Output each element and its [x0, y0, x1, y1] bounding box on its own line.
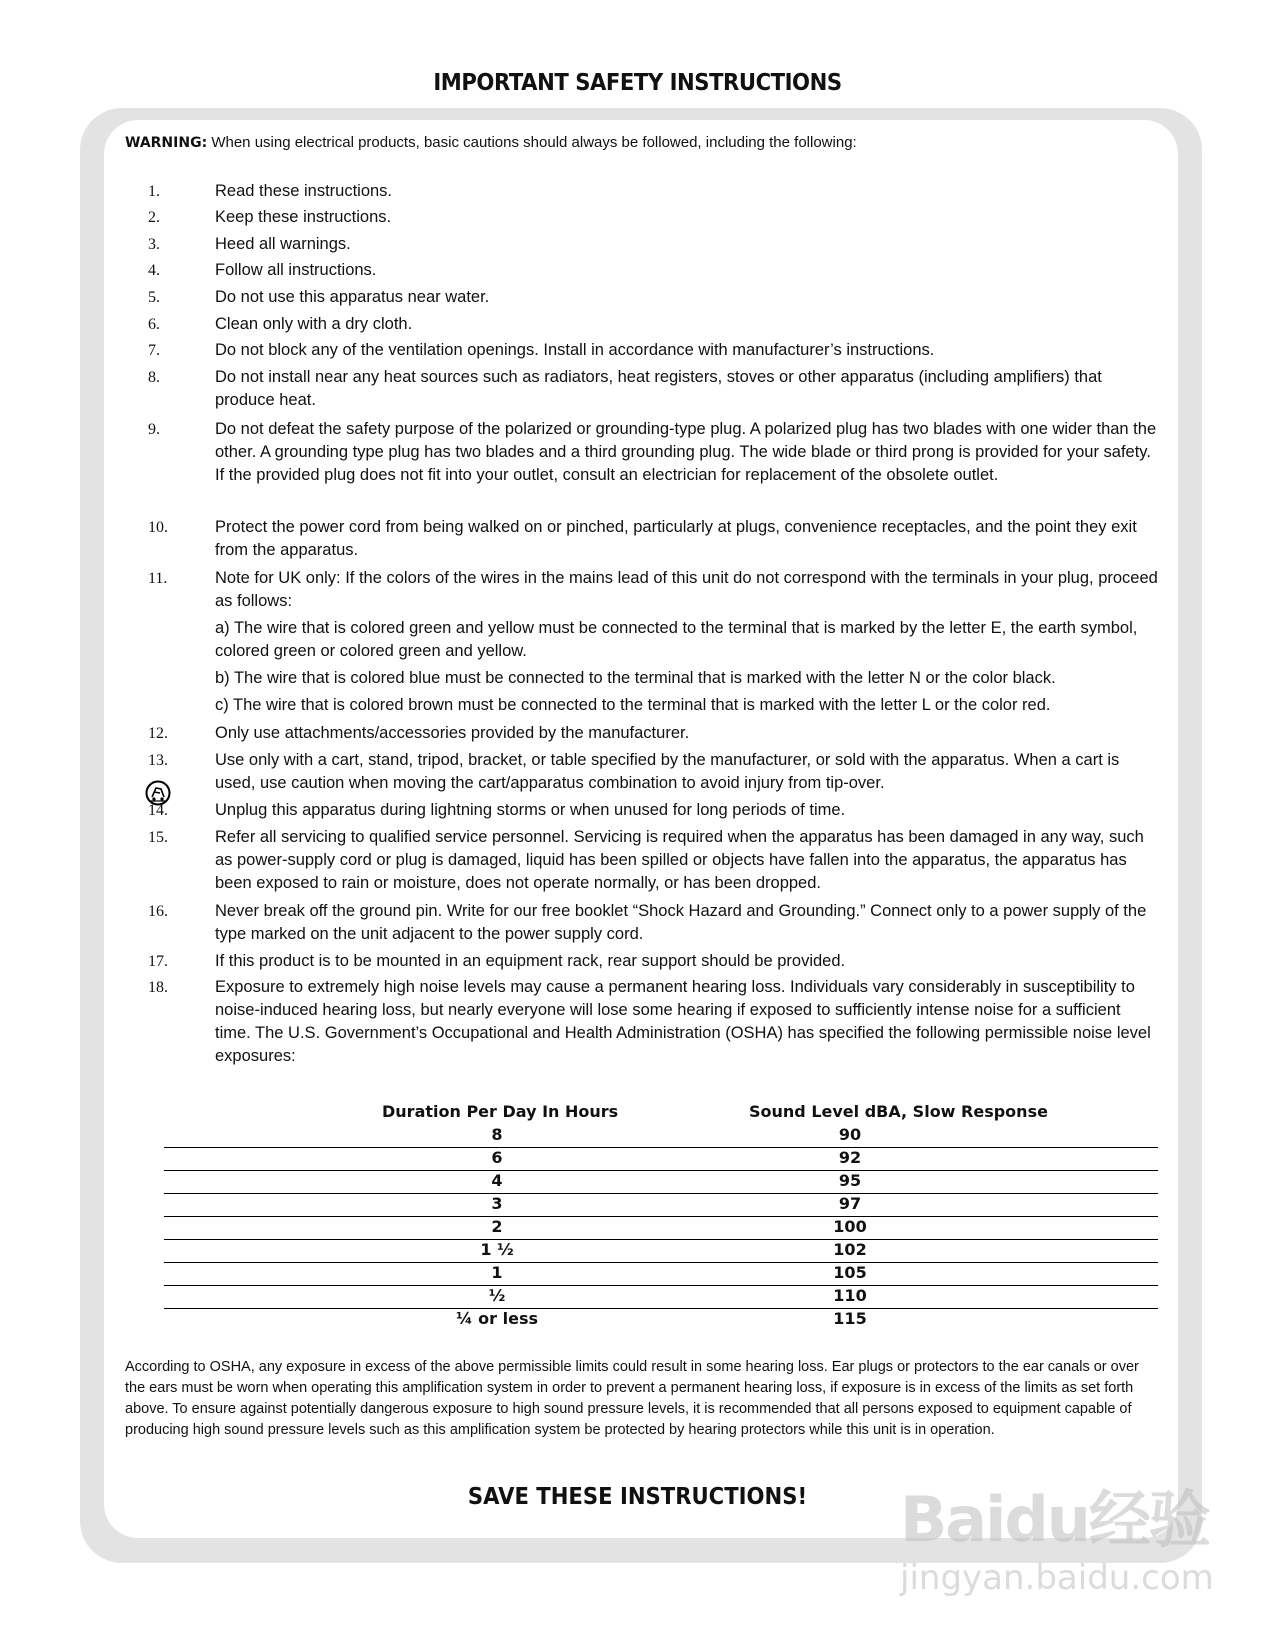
table-row: 4 95	[164, 1170, 1158, 1194]
table-row: 1 105	[164, 1262, 1158, 1286]
uk-subitem-c: c) The wire that is colored brown must be connected to the terminal that is marked with the letter L or the color red.	[215, 696, 1051, 714]
table-row: ¼ or less 115	[456, 1309, 867, 1328]
baidu-watermark	[900, 1440, 1230, 1610]
table-row: ½ 110	[164, 1285, 1158, 1309]
watermark-url: jingyan.baidu.com	[900, 1558, 1214, 1598]
save-instructions-heading: SAVE THESE INSTRUCTIONS!	[467, 1484, 808, 1510]
table-row: 1 ½ 102	[164, 1239, 1158, 1263]
page-title: IMPORTANT SAFETY INSTRUCTIONS	[433, 70, 842, 96]
warning-line	[125, 134, 857, 152]
osha-footer-paragraph: According to OSHA, any exposure in excess of the above permissible limits could result in some hearing loss. Ear plugs or protectors to the ear canals or over the ears must be worn when operating this amplification system in order to prevent a permanent hearing loss, if exposure is in excess of the limits as set forth above. To ensure against potentially dangerous exposure to high sound pressure levels, it is recommended that all persons exposed to equipment capable of producing high sound pressure levels such as this amplification system be protected by hearing protectors while this unit is in operation.	[125, 1359, 1139, 1438]
uk-subitem-a: a) The wire that is colored green and yellow must be connected to the terminal that is marked by the letter E, the earth symbol, colored green or colored green and yellow.	[215, 619, 1138, 660]
table-row: 3 97	[164, 1193, 1158, 1217]
table-row: 8 90	[164, 1124, 1158, 1148]
warning-label: WARNING:	[125, 135, 208, 151]
cart-tip-over-warning-icon	[145, 780, 171, 806]
table-row: 6 92	[164, 1147, 1158, 1171]
table-row: 2 100	[164, 1216, 1158, 1240]
table-header-sound-level: Sound Level dBA, Slow Response	[749, 1102, 1048, 1121]
watermark-logo: Baidu经验	[900, 1483, 1209, 1556]
warning-text: When using electrical products, basic cautions should always be followed, including the following:	[207, 134, 857, 151]
table-header-duration: Duration Per Day In Hours	[382, 1102, 619, 1121]
uk-subitem-b: b) The wire that is colored blue must be connected to the terminal that is marked with the letter N or the color black.	[215, 669, 1056, 687]
